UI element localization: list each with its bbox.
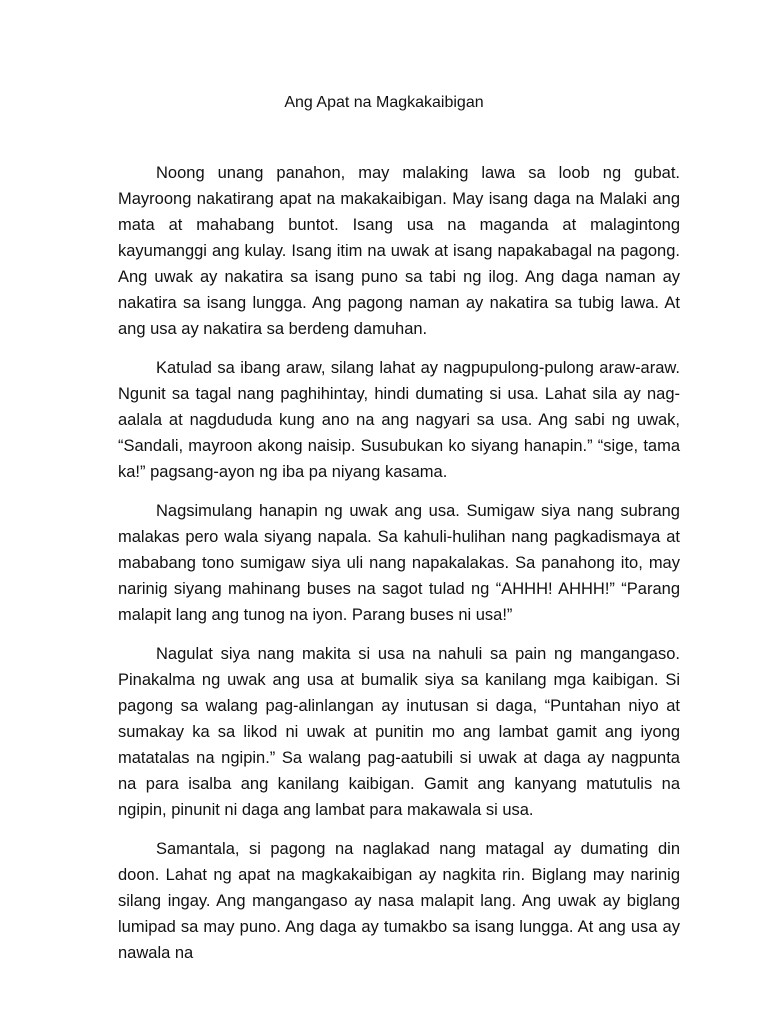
paragraph: Noong unang panahon, may malaking lawa sa loob ng gubat. Mayroong nakatirang apat na makakaibigan. May isang daga na Malaki ang mata at mahabang buntot. Isang usa na maganda at malagintong kayumanggi ang kulay. Isang itim na uwak at isang napakabagal na pagong. Ang uwak ay nakatira sa isang puno sa tabi ng ilog. Ang daga naman ay nakatira sa isang lungga. Ang pagong naman ay nakatira sa tubig lawa. At ang usa ay nakatira sa berdeng damuhan. — [118, 164, 680, 338]
paragraph: Nagsimulang hanapin ng uwak ang usa. Sumigaw siya nang subrang malakas pero wala siyang napala. Sa kahuli-hulihan nang pagkadismaya at mababang tono sumigaw siya uli nang napakalakas. Sa panahong ito, may narinig siyang mahinang buses na sagot tulad ng “AHHH! AHHH!” “Parang malapit lang ang tunog na iyon. Parang buses ni usa!” — [118, 502, 680, 624]
paragraph: Nagulat siya nang makita si usa na nahuli sa pain ng mangangaso. Pinakalma ng uwak ang usa at bumalik siya sa kanilang mga kaibigan. Si pagong sa walang pag-alinlangan ay inutusan si daga, “Puntahan niyo at sumakay ka sa likod ni uwak at punitin mo ang lambat gamit ang iyong matatalas na ngipin.” Sa walang pag-aatubili si uwak at daga ay nagpunta na para isalba ang kanilang kaibigan. Gamit ang kanyang matutulis na ngipin, pinunit ni daga ang lambat para makawala si usa. — [118, 645, 680, 819]
document-title: Ang Apat na Magkakaibigan — [284, 94, 484, 111]
document-body — [118, 160, 680, 979]
paragraph: Katulad sa ibang araw, silang lahat ay nagpupulong-pulong araw-araw. Ngunit sa tagal nang paghihintay, hindi dumating si usa. Lahat sila ay nag-aalala at nagdududa kung ano na ang nagyari sa usa. Ang sabi ng uwak, “Sandali, mayroon akong naisip. Susubukan ko siyang hanapin.” “sige, tama ka!” pagsang-ayon ng iba pa niyang kasama. — [118, 359, 680, 481]
paragraph: Samantala, si pagong na naglakad nang matagal ay dumating din doon. Lahat ng apat na magkakaibigan ay nagkita rin. Biglang may narinig silang ingay. Ang mangangaso ay nasa malapit lang. Ang uwak ay biglang lumipad sa may puno. Ang daga ay tumakbo sa isang lungga. At ang usa ay nawala na — [118, 840, 680, 962]
